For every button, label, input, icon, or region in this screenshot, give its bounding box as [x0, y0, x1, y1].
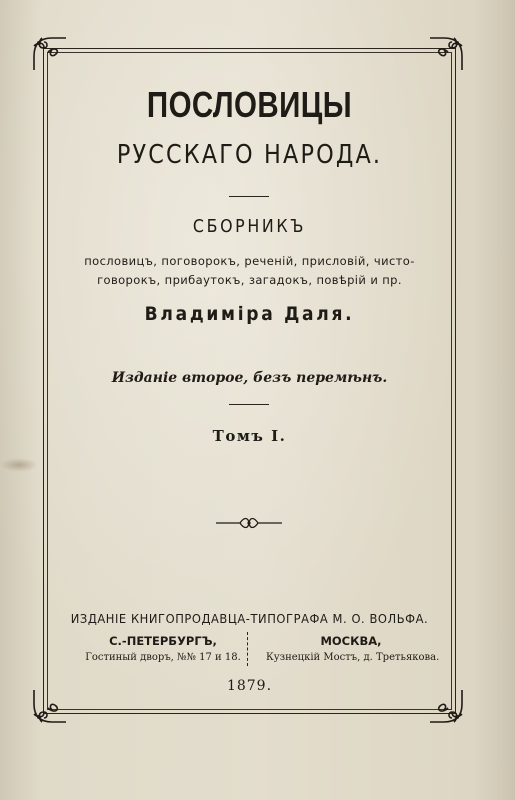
book-title: ПОСЛОВИЦЫ [146, 84, 353, 125]
rule-divider-top [229, 196, 269, 197]
publisher-line: ИЗДАНІЕ КНИГОПРОДАВЦА-ТИПОГРАФА М. О. ВОЛЬФА. [70, 611, 429, 626]
rule-divider-middle [229, 404, 269, 405]
corner-ornament-top-right-icon [426, 34, 466, 74]
city-st-petersburg: С.-ПЕТЕРБУРГЪ, [109, 634, 217, 648]
address-st-petersburg: Гостиный дворъ, №№ 17 и 18. [85, 652, 241, 663]
address-moscow: Кузнецкій Мостъ, д. Третьякова. [266, 652, 440, 663]
author-name: Владиміра Даля. [144, 303, 355, 325]
city-moscow: МОСКВА, [320, 634, 382, 648]
book-subtitle: РУССКАГО НАРОДА. [116, 140, 383, 170]
paper-stain [0, 458, 38, 472]
description-line-2: говорокъ, прибаутокъ, загадокъ, повѣрій и пр. [97, 273, 402, 287]
publication-year: 1879. [226, 678, 273, 694]
description-line-1: пословицъ, поговорокъ, реченій, присловій, чисто- [84, 254, 415, 268]
corner-ornament-top-left-icon [30, 34, 70, 74]
column-divider [247, 632, 248, 666]
volume-label: Томъ I. [212, 427, 287, 445]
flourish-ornament-icon [214, 516, 284, 530]
collection-heading: СБОРНИКЪ [192, 216, 307, 237]
edition-note: Изданіе второе, безъ перемѣнъ. [111, 370, 388, 386]
